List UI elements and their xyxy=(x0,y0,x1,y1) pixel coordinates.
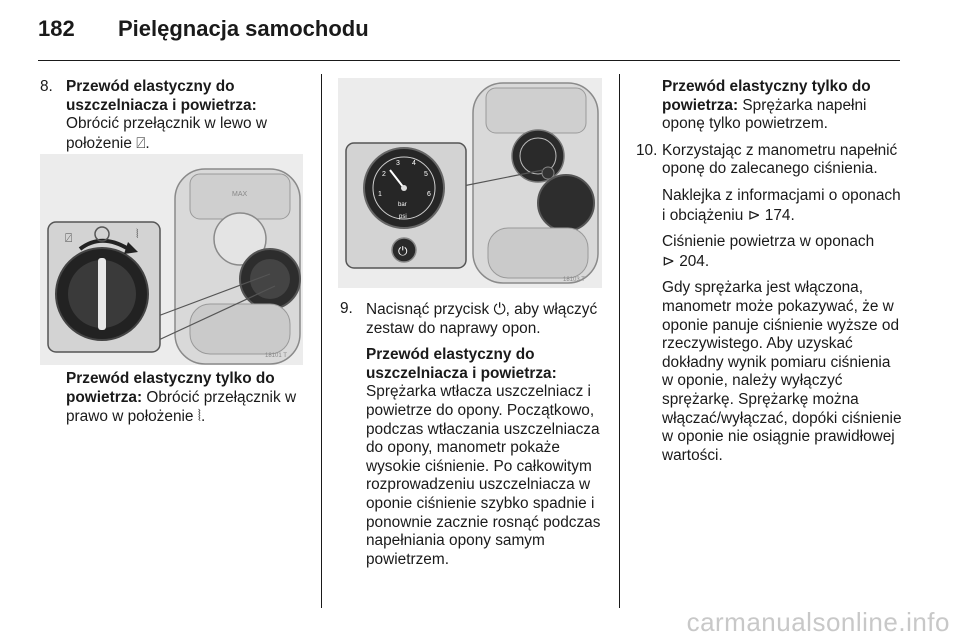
note-text: Gdy sprężarka jest włączona, manometr może pokazywać, że w oponie panuje ciśnienie wyższe od rzeczywistego. Aby uzyskać dokładny wynik pomiaru ciśnienia w oponie, należy wyłączyć sprężarkę. Sprężarkę można włączać/wyłączać, dopóki ciśnienie w oponie nie osiągnie prawidłowej wartości. xyxy=(662,279,902,464)
page-header xyxy=(0,0,960,60)
step-8 xyxy=(40,78,312,153)
compressor-gauge-illustration xyxy=(338,78,602,288)
header-rule xyxy=(38,60,900,61)
gauge-subunit: psi xyxy=(399,214,407,220)
air-only-heading: Przewód elastyczny tylko do powietrza: xyxy=(662,78,871,114)
page-title: Pielęgnacja samochodu xyxy=(118,16,369,41)
gauge-number-4: 4 xyxy=(412,160,416,167)
figure-stamp: 18101 T xyxy=(265,353,287,359)
sealant-text: Sprężarka wtłacza uszczelniacz i powietrze do opony. Początkowo, podczas wtłaczania uszczelniacza do opony, manometr pokaże wysokie ciśnienie. Po całkowitym rozprowadzeniu uszczelniacza w oponie ciśnienie szybko spadnie i ponownie zacznie rosnąć podczas napełniania opony samym powietrzem. xyxy=(366,383,601,568)
step-text: Obrócić przełącznik w lewo w położenie xyxy=(66,115,267,152)
switch-pointer xyxy=(98,258,106,330)
middle-column xyxy=(340,300,610,569)
gauge-number-2: 2 xyxy=(382,171,386,178)
air-position-icon: ⦚ xyxy=(197,407,201,426)
figure-stamp: 18103 T xyxy=(563,277,585,283)
switch-knob xyxy=(538,175,594,231)
page-ref-arrow-icon: ⊳ xyxy=(662,251,675,270)
step-text: Korzystając z manometru napełnić oponę do zalecanego ciśnienia. xyxy=(662,141,898,178)
compressor-base xyxy=(190,304,290,354)
watermark: carmanualsonline.info xyxy=(686,607,950,637)
air-only-text: Obrócić przełącznik w prawo w położenie xyxy=(66,388,297,426)
step-text-after: , aby włączyć zestaw do naprawy opon. xyxy=(366,301,598,337)
page-ref-arrow-icon: ⊳ xyxy=(747,205,761,224)
gauge-number-1: 1 xyxy=(378,191,382,198)
air-only-heading: Przewód elastyczny tylko do powietrza: xyxy=(66,370,275,406)
reference-page-1[interactable]: 174. xyxy=(764,206,795,224)
step-text-end: . xyxy=(145,134,150,152)
column-divider-left xyxy=(321,74,322,608)
sealant-icon: ⍁ xyxy=(65,231,73,245)
column-divider-right xyxy=(619,74,620,608)
figure-compressor-gauge xyxy=(338,78,602,288)
step-number: 8. xyxy=(40,78,53,95)
air-only-text: Sprężarka napełni oponę tylko powietrzem. xyxy=(662,96,867,133)
air-icon: ⦚ xyxy=(136,227,139,241)
air-only-section xyxy=(636,78,904,134)
reference-page-2[interactable]: 204. xyxy=(679,252,710,270)
gauge-label: MAX xyxy=(232,191,248,198)
gauge-number-6: 6 xyxy=(427,191,431,198)
step-number: 9. xyxy=(340,300,353,317)
power-button-icon: ⏻ xyxy=(493,300,506,318)
gauge-unit: bar xyxy=(398,202,407,208)
power-icon: ⏻ xyxy=(398,244,408,258)
compressor-lid xyxy=(486,88,586,133)
gauge-number-5: 5 xyxy=(424,171,428,178)
reference-text-2: Ciśnienie powietrza w oponach xyxy=(662,233,875,251)
step-10 xyxy=(636,142,904,466)
step-9 xyxy=(340,300,610,569)
page-number: 182 xyxy=(38,16,75,41)
step-heading: Przewód elastyczny do uszczelniacza i powietrza: xyxy=(66,78,257,114)
right-column xyxy=(636,78,904,465)
step-text: Nacisnąć przycisk xyxy=(366,301,490,318)
reference-text-1: Naklejka z informacjami o oponach i obciążeniu xyxy=(662,186,901,224)
small-power-button xyxy=(542,167,554,179)
sealant-position-icon: ⍁ xyxy=(136,133,146,152)
compressor-switch-illustration xyxy=(40,154,303,365)
gauge-number-3: 3 xyxy=(396,160,400,167)
figure-compressor-switch xyxy=(40,154,303,365)
sealant-heading: Przewód elastyczny do uszczelniacza i powietrza: xyxy=(366,346,557,382)
needle-hub xyxy=(401,185,407,191)
compressor-base xyxy=(488,228,588,278)
air-only-text-end: . xyxy=(200,408,206,426)
left-column-lower xyxy=(66,370,312,427)
left-column xyxy=(40,78,312,153)
step-number: 10. xyxy=(636,141,658,159)
